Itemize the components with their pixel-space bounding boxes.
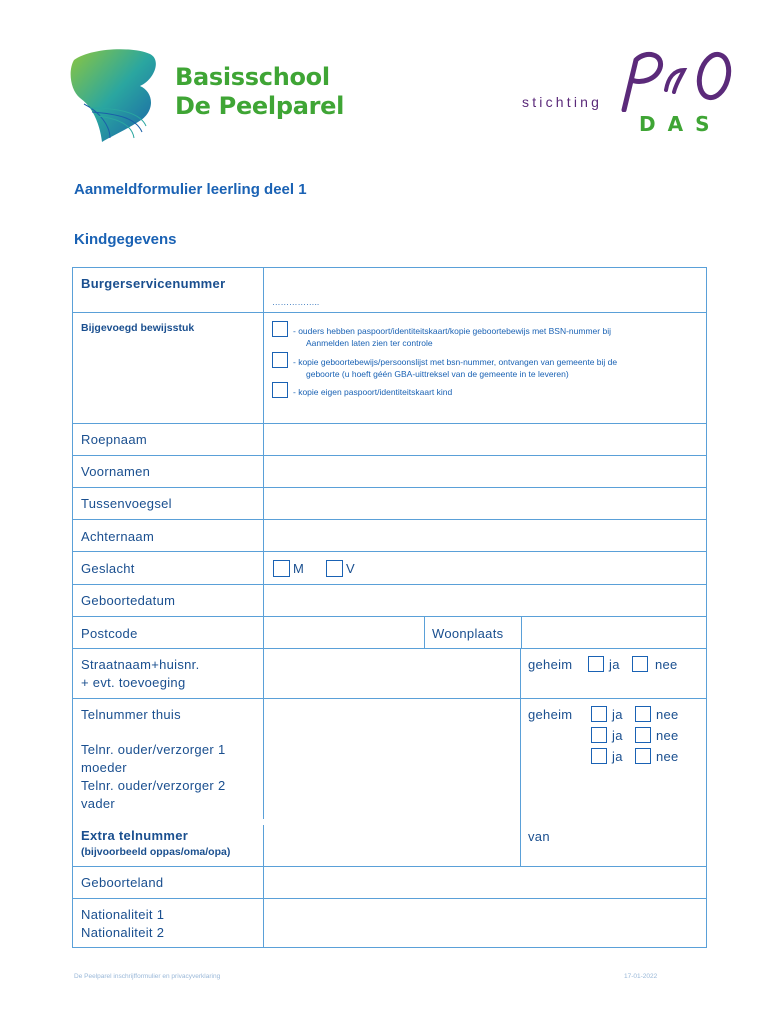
geslacht-m-label: M: [293, 561, 305, 576]
geslacht-v-label: V: [346, 561, 355, 576]
bewijs-option2-checkbox[interactable]: [272, 352, 288, 368]
nationaliteit-label: Nationaliteit 1 Nationaliteit 2: [81, 907, 165, 940]
tel-ouder1-nee-label: nee: [656, 728, 679, 743]
geslacht-m-checkbox[interactable]: [273, 560, 290, 577]
adres-geheim-ja-label: ja: [609, 657, 620, 672]
achternaam-field[interactable]: [265, 521, 705, 550]
footer-date: 17-01-2022: [624, 973, 658, 980]
geslacht-label: Geslacht: [81, 561, 135, 576]
adres-geheim-ja-checkbox[interactable]: [588, 656, 604, 672]
bewijs-option1-text: - ouders hebben paspoort/identiteitskaart/kopie geboortebewijs met BSN-nummer bij Aanmelden laten zien ter controle: [293, 326, 611, 348]
footer-left: De Peelparel inschrijfformulier en privacyverklaring: [74, 973, 221, 980]
tel-ouder2-nee-checkbox[interactable]: [635, 748, 651, 764]
tussenvoegsel-field[interactable]: [265, 489, 705, 518]
tel-thuis-ja-label: ja: [612, 707, 623, 722]
postcode-field[interactable]: [265, 618, 423, 647]
woonplaats-label: Woonplaats: [432, 626, 504, 641]
school-name-line1: Basisschool: [175, 63, 330, 91]
postcode-label: Postcode: [81, 626, 138, 641]
woonplaats-field[interactable]: [523, 618, 705, 647]
tel-ouder1-label: Telnr. ouder/verzorger 1 moeder: [81, 742, 226, 775]
bsn-label: Burgerservicenummer: [81, 276, 226, 291]
tel-thuis-nee-checkbox[interactable]: [635, 706, 651, 722]
bewijs-label: Bijgevoegd bewijsstuk: [81, 322, 195, 334]
tel-thuis-nee-label: nee: [656, 707, 679, 722]
tel-ouder2-ja-checkbox[interactable]: [591, 748, 607, 764]
bewijs-option2-text: - kopie geboortebewijs/persoonslijst met bsn-nummer, ontvangen van gemeente bij de geboorte (u hoeft géén GBA-uittreksel van de gemeente in te leveren): [293, 357, 618, 379]
tel-ouder2-ja-label: ja: [612, 749, 623, 764]
tel-ouder1-ja-checkbox[interactable]: [591, 727, 607, 743]
voornamen-field[interactable]: [265, 457, 705, 486]
school-name-line2: De Peelparel: [175, 92, 345, 120]
geboortedatum-label: Geboortedatum: [81, 593, 176, 608]
adres-geheim-label: geheim: [528, 657, 573, 672]
tussenvoegsel-label: Tussenvoegsel: [81, 496, 172, 511]
roepnaam-label: Roepnaam: [81, 432, 147, 447]
section-title: Kindgegevens: [74, 231, 177, 248]
bewijs-option3-checkbox[interactable]: [272, 382, 288, 398]
prodas-das-text: DAS: [639, 112, 722, 136]
bewijs-option3-text: - kopie eigen paspoort/identiteitskaart kind: [293, 387, 453, 397]
tel-geheim-label: geheim: [528, 707, 573, 722]
geslacht-v-checkbox[interactable]: [326, 560, 343, 577]
achternaam-label: Achternaam: [81, 529, 155, 544]
bsn-field[interactable]: ……………..: [272, 297, 320, 307]
tel-ouder2-nee-label: nee: [656, 749, 679, 764]
tel-ouder2-label: Telnr. ouder/verzorger 2 vader: [81, 778, 226, 811]
extra-tel-van-label: van: [528, 829, 550, 844]
tel-thuis-ja-checkbox[interactable]: [591, 706, 607, 722]
bewijs-option1-checkbox[interactable]: [272, 321, 288, 337]
geboorteland-field[interactable]: [265, 868, 705, 897]
stichting-text: stichting: [522, 94, 603, 110]
adres-geheim-nee-checkbox[interactable]: [632, 656, 648, 672]
school-logo: [70, 46, 162, 142]
adres-geheim-nee-label: nee: [655, 657, 678, 672]
geboorteland-label: Geboorteland: [81, 875, 164, 890]
voornamen-label: Voornamen: [81, 464, 151, 479]
document-title: Aanmeldformulier leerling deel 1: [74, 181, 307, 198]
straat-label: Straatnaam+huisnr. + evt. toevoeging: [81, 657, 200, 690]
geboortedatum-field[interactable]: [265, 586, 705, 615]
school-name: [175, 63, 344, 121]
extra-tel-note: (bijvoorbeeld oppas/oma/opa): [81, 846, 231, 858]
roepnaam-field[interactable]: [265, 425, 705, 454]
extra-tel-label: Extra telnummer: [81, 828, 189, 843]
tel-ouder1-ja-label: ja: [612, 728, 623, 743]
prodas-logo: [614, 50, 734, 112]
tel-thuis-label: Telnummer thuis: [81, 707, 181, 722]
nationaliteit-field[interactable]: [265, 900, 705, 946]
tel-ouder1-nee-checkbox[interactable]: [635, 727, 651, 743]
